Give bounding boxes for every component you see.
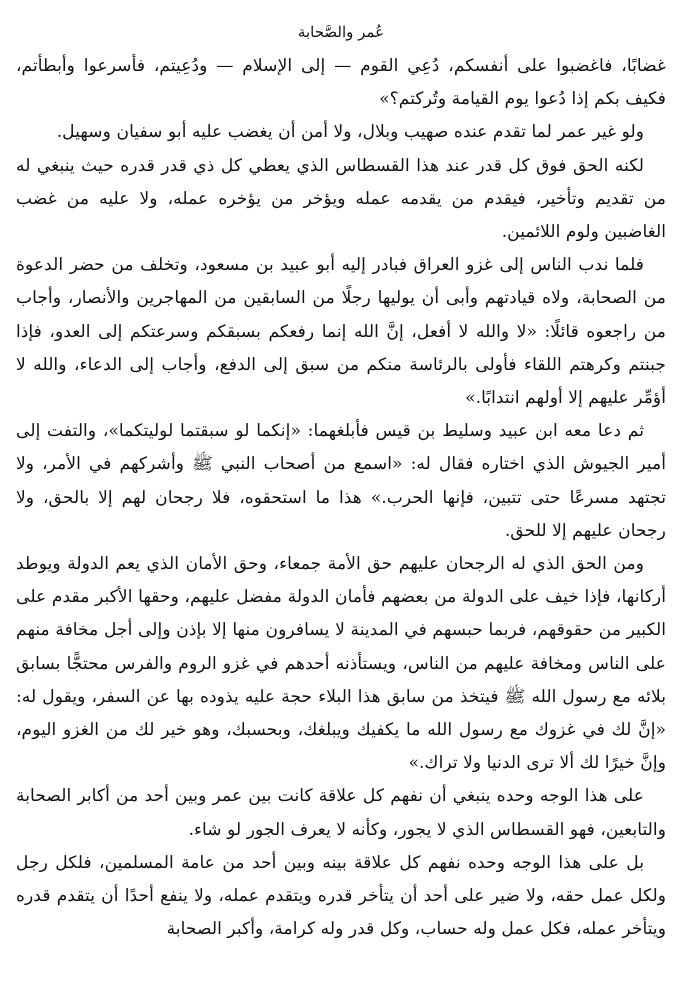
paragraph-5: ثم دعا معه ابن عبيد وسليط بن قيس فأبلغهما: «إنكما لو سبقتما لوليتكما»، والتفت إلى أمير الجيوش الذي اختاره فقال له: «اسمع من أصحاب النبي ﷺ وأشركهم في الأمر، ولا تجتهد مسرعًا حتى تتبين، فإنها الحرب.» هذا ما استحقوه، فلا رجحان لهم إلا بالحق، ولا رجحان عليهم إلا للحق. (16, 421, 666, 541)
paragraph-6: ومن الحق الذي له الرجحان عليهم حق الأمة جمعاء، وحق الأمان الذي يعم الدولة ويوطد أركانها، فإذا خيف على الدولة من بعضهم فأمان الدولة مفضل عليهم، وحقها الأكبر مقدم على الكبير من حقوقهم، فربما حبسهم في المدينة لا يسافرون منها إلا بإذن وإلى أجل مخافة منهم على الناس ومخافة عليهم من الناس، ويستأذنه أحدهم في غزو الروم والفرس محتجًّا بسابق بلائه مع رسول الله ﷺ فيتخذ من سابق هذا البلاء حجة عليه يذوده بها عن السفر، ويقول له: «إنَّ لك في غزوك مع رسول الله ما يكفيك ويبلغك، وبحسبك، وهو خير لك من الغزو اليوم، وإنَّ خيرًا لك ألا ترى الدنيا ولا تراك.» (16, 554, 666, 774)
paragraph-8: بل على هذا الوجه وحده نفهم كل علاقة بينه وبين أحد من عامة المسلمين، فلكل رجل ولكل عمل حقه، ولا ضير على أحد أن يتأخر قدره ويتقدم عمله، ولا ينفع أحدًا أن يتقدم قدره ويتأخر عمله، فكل عمل وله حساب، وكل قدر وله كرامة، وأكبر الصحابة (16, 852, 666, 940)
paragraph-7: على هذا الوجه وحده ينبغي أن نفهم كل علاقة كانت بين عمر وبين أحد من أكابر الصحابة والتابعين، فهو القسطاس الذي لا يجور، وكأنه لا يعرف الجور لو شاء. (16, 786, 666, 840)
paragraph-3: لكنه الحق فوق كل قدر عند هذا القسطاس الذي يعطي كل ذي قدر قدره حيث ينبغي له من تقديم وتأخير، فيقدم من يقدمه عمله ويؤخر من يؤخره عمله، ولا عليه من غضب الغاضبين ولوم اللائمين. (16, 155, 666, 243)
paragraph-4: فلما ندب الناس إلى غزو العراق فبادر إليه أبو عبيد بن مسعود، وتخلف من حضر الدعوة من الصحابة، ولاه قيادتهم وأبى أن يوليها رجلًا من السابقين من المهاجرين والأنصار، وأجاب من راجعوه قائلًا: «لا والله لا أفعل، إنَّ الله إنما رفعكم بسبقكم وسرعتكم إلى العدو، فإذا جبنتم وكرهتم اللقاء فأولى بالرئاسة منكم من سبق إلى الدفع، وأجاب إلى الدعاء، والله لا أؤمِّر عليهم إلا أولهم انتدابًا.» (16, 255, 666, 409)
body-text (16, 50, 666, 946)
paragraph-2: ولو غير عمر لما تقدم عنده صهيب وبلال، ولا أمن أن يغضب عليه أبو سفيان وسهيل. (56, 122, 644, 143)
paragraph-1: غضابًا، فاغضبوا على أنفسكم، دُعِي القوم — إلى الإسلام — ودُعِيتم، فأسرعوا وأبطأتم، فكيف بكم إذا دُعوا يوم القيامة وتُركتم؟» (16, 56, 666, 110)
running-head: عُمر والصَّحابة (297, 23, 385, 41)
